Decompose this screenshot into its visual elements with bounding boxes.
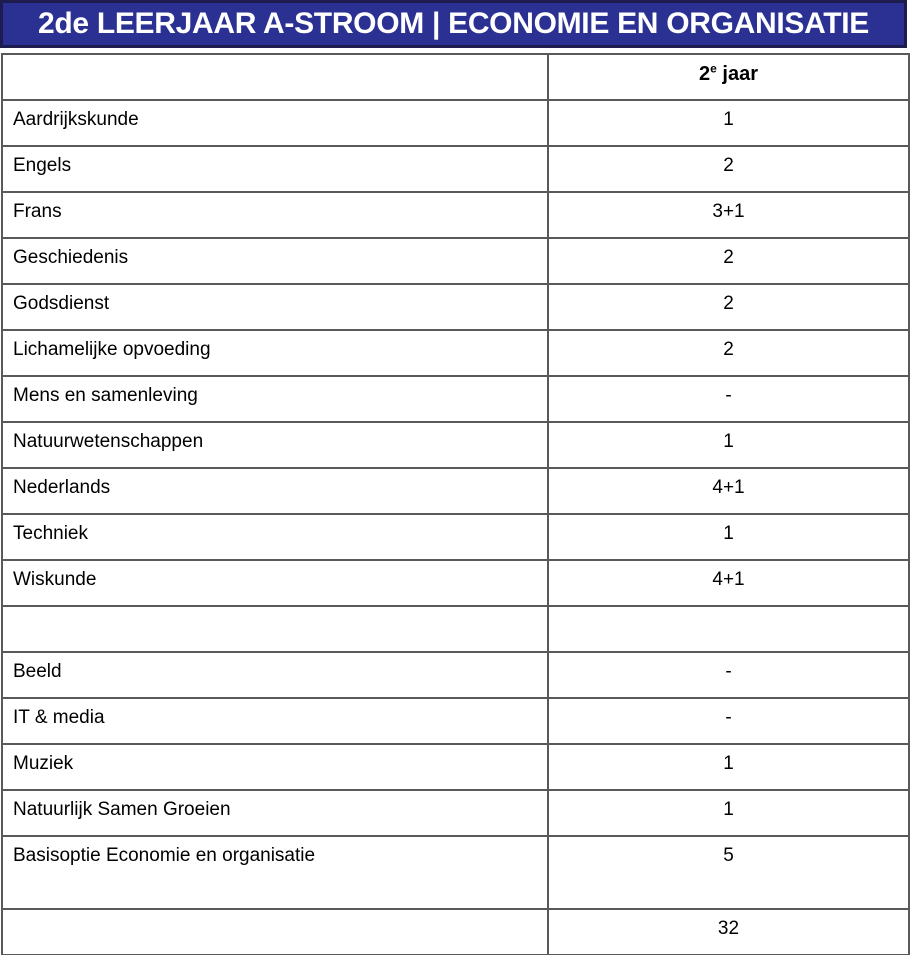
hours-column-header: [548, 54, 909, 100]
subject-cell: Wiskunde: [2, 560, 548, 606]
hours-cell: 3+1: [548, 192, 909, 238]
table-row-basisoptie: [2, 836, 909, 909]
table-row: [2, 468, 909, 514]
hours-cell: -: [548, 698, 909, 744]
subject-cell: Natuurwetenschappen: [2, 422, 548, 468]
hours-cell: 1: [548, 744, 909, 790]
hours-cell: 2: [548, 330, 909, 376]
table-row: [2, 560, 909, 606]
hours-cell: 4+1: [548, 468, 909, 514]
hours-cell: 1: [548, 514, 909, 560]
hours-header-superscript: e: [710, 61, 717, 76]
table-row: [2, 100, 909, 146]
hours-cell: 1: [548, 422, 909, 468]
subject-cell: Techniek: [2, 514, 548, 560]
subject-cell: IT & media: [2, 698, 548, 744]
table-row: [2, 376, 909, 422]
table-row: [2, 330, 909, 376]
subject-cell: [2, 606, 548, 652]
table-row: [2, 422, 909, 468]
hours-cell: 1: [548, 100, 909, 146]
table-row: [2, 146, 909, 192]
subject-cell: Mens en samenleving: [2, 376, 548, 422]
subject-cell: Godsdienst: [2, 284, 548, 330]
subject-cell: Muziek: [2, 744, 548, 790]
subject-cell: Natuurlijk Samen Groeien: [2, 790, 548, 836]
subject-cell: Engels: [2, 146, 548, 192]
hours-cell: -: [548, 376, 909, 422]
subject-cell: Frans: [2, 192, 548, 238]
table-row: [2, 514, 909, 560]
subject-cell: Geschiedenis: [2, 238, 548, 284]
table-row: [2, 238, 909, 284]
table-row: [2, 652, 909, 698]
subject-cell: [2, 909, 548, 955]
subject-cell: Nederlands: [2, 468, 548, 514]
total-row: [2, 909, 909, 955]
header-row: [2, 54, 909, 100]
table-row: [2, 698, 909, 744]
subject-cell: Lichamelijke opvoeding: [2, 330, 548, 376]
hours-cell: 2: [548, 238, 909, 284]
hours-cell: 2: [548, 146, 909, 192]
table-row: [2, 790, 909, 836]
subject-cell: Aardrijkskunde: [2, 100, 548, 146]
curriculum-table: [1, 53, 910, 955]
hours-header-word: jaar: [716, 63, 758, 85]
total-hours-cell: 32: [548, 909, 909, 955]
subject-cell: Beeld: [2, 652, 548, 698]
spacer-row: [2, 606, 909, 652]
subject-column-header: [2, 54, 548, 100]
table-row: [2, 744, 909, 790]
hours-cell: [548, 606, 909, 652]
hours-cell: 4+1: [548, 560, 909, 606]
page-title: 2de LEERJAAR A-STROOM | ECONOMIE EN ORGANISATIE: [37, 7, 870, 40]
hours-cell: -: [548, 652, 909, 698]
subject-cell: Basisoptie Economie en organisatie: [2, 836, 548, 909]
hours-cell: 5: [548, 836, 909, 909]
hours-header-number: 2: [699, 63, 711, 85]
hours-cell: 2: [548, 284, 909, 330]
table-row: [2, 192, 909, 238]
hours-cell: 1: [548, 790, 909, 836]
title-bar: [0, 0, 907, 48]
table-row: [2, 284, 909, 330]
